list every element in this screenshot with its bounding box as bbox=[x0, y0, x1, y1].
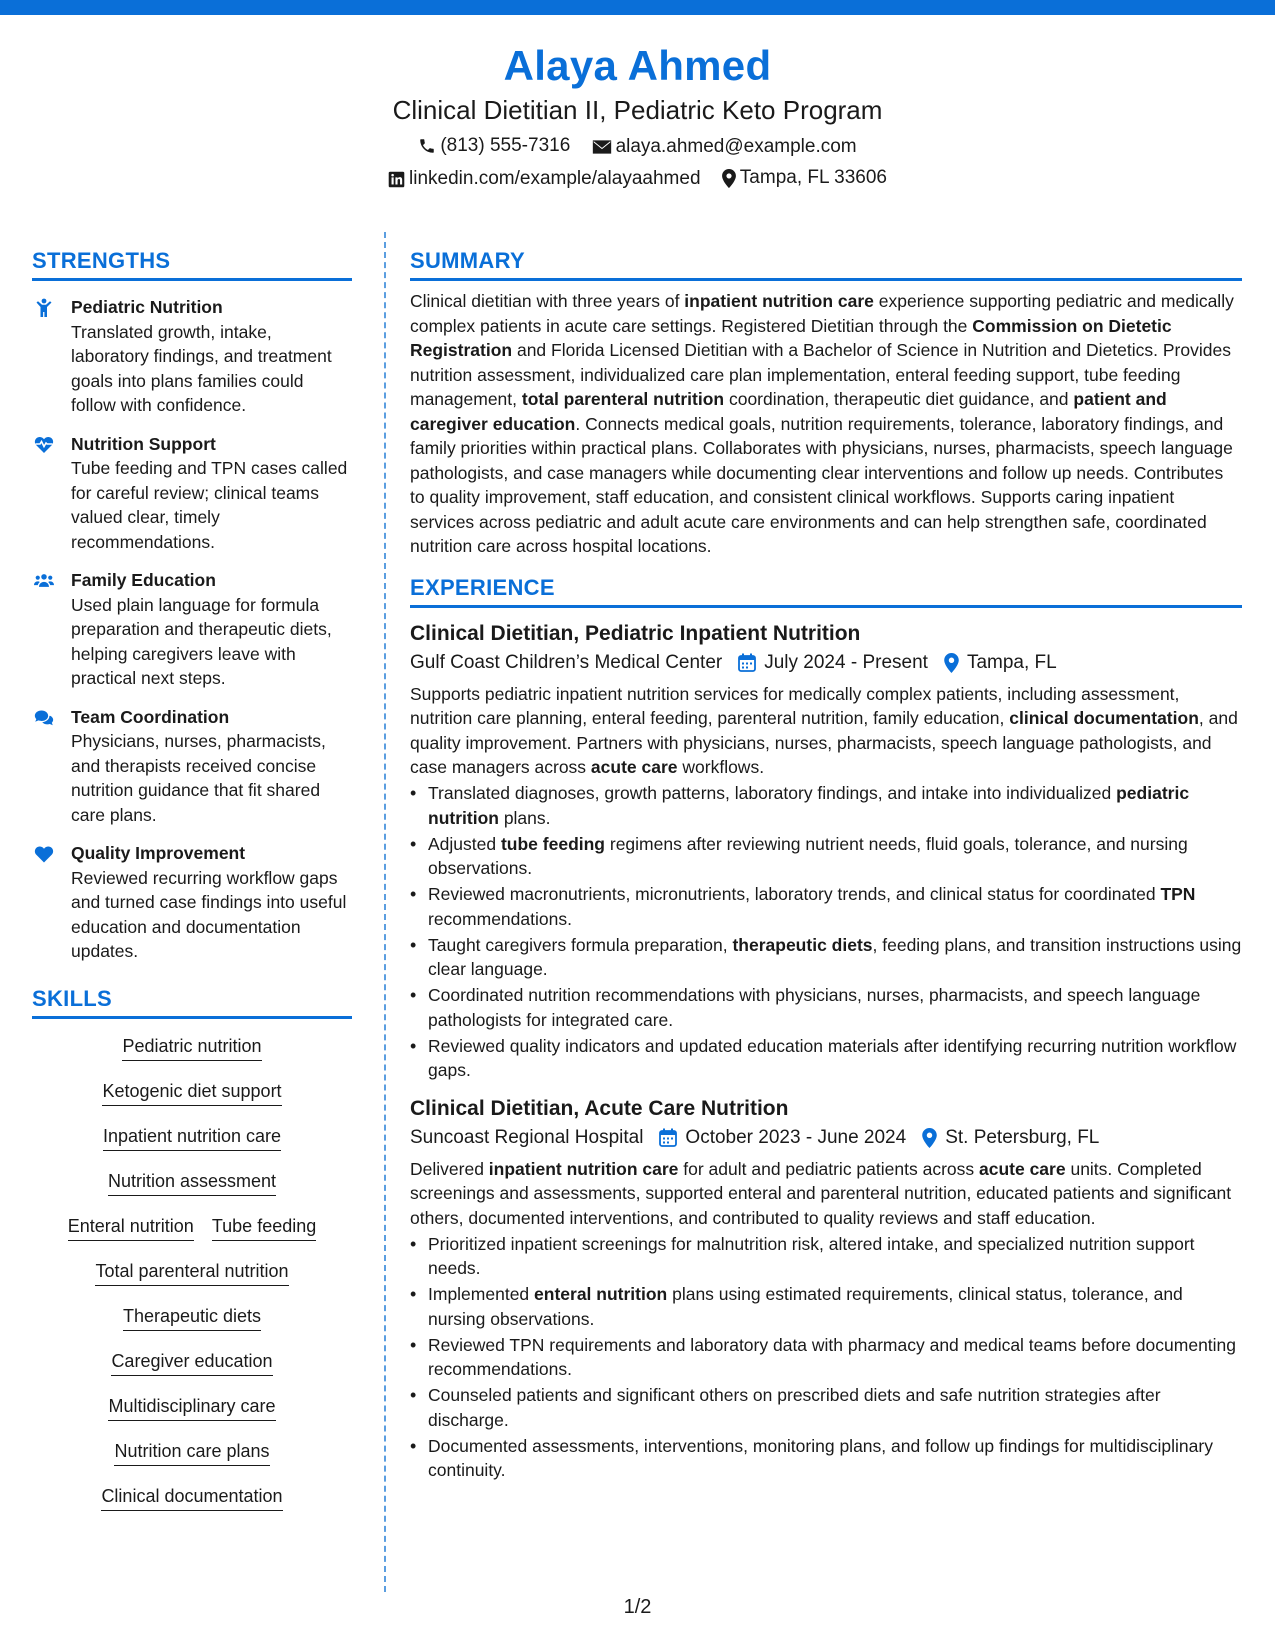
text-run: Coordinated nutrition recommendations with physicians, nurses, pharmacists, and speech language pathologists for integrated care. bbox=[428, 985, 1201, 1030]
location-contact bbox=[722, 167, 887, 189]
text-run: Documented assessments, interventions, monitoring plans, and follow up findings for multidisciplinary continuity. bbox=[428, 1435, 1213, 1480]
bullet-item bbox=[410, 983, 1242, 1032]
skill-tag: Inpatient nutrition care bbox=[103, 1126, 281, 1151]
linkedin-icon bbox=[388, 171, 405, 188]
map-pin-icon bbox=[922, 1128, 937, 1148]
summary-text bbox=[410, 289, 1242, 559]
bullet-item bbox=[410, 1282, 1242, 1331]
summary-heading: SUMMARY bbox=[410, 248, 1242, 281]
text-run: Reviewed TPN requirements and laboratory data with pharmacy and medical teams before documenting recommendations. bbox=[428, 1334, 1237, 1379]
skill-tag: Enteral nutrition bbox=[68, 1216, 194, 1241]
top-accent-bar bbox=[0, 0, 1275, 15]
calendar-icon bbox=[738, 653, 756, 672]
skill-tag: Multidisciplinary care bbox=[108, 1396, 275, 1421]
job-dates-group bbox=[738, 652, 928, 674]
location-text: Tampa, FL 33606 bbox=[739, 167, 887, 188]
emphasis-text: tube feeding bbox=[500, 833, 605, 854]
emphasis-text: acute care bbox=[590, 757, 678, 777]
strength-title: Quality Improvement bbox=[71, 843, 246, 863]
job-entry bbox=[410, 622, 1242, 1083]
text-run: Adjusted bbox=[428, 833, 501, 854]
text-run: and Florida Licensed Dietitian with a Bachelor of Science in Nutrition and Dietetics. Provides nutrition assessment, individualized care plan implementation, enteral feeding support, tube feeding management, bbox=[410, 340, 1231, 409]
skill-row bbox=[32, 1033, 352, 1078]
email-text: alaya.ahmed@example.com bbox=[615, 136, 857, 157]
job-meta bbox=[410, 1127, 1242, 1149]
skill-tag: Nutrition care plans bbox=[114, 1441, 269, 1466]
job-dates-group bbox=[659, 1127, 906, 1149]
job-bullets bbox=[410, 1232, 1242, 1483]
text-run: Supports pediatric inpatient nutrition services for medically complex patients, including assessment, nutrition care planning, enteral feeding, parenteral nutrition, family education, bbox=[410, 683, 1180, 728]
heart-icon bbox=[34, 844, 54, 864]
bullet-item bbox=[410, 1034, 1242, 1083]
bullet-item bbox=[410, 1383, 1242, 1432]
text-run: , and quality improvement. Partners with physicians, nurses, pharmacists, speech language pathologists, and case managers across bbox=[410, 708, 1238, 777]
text-run: Translated diagnoses, growth patterns, laboratory findings, and intake into individualized bbox=[428, 783, 1117, 803]
skill-tag: Ketogenic diet support bbox=[102, 1081, 281, 1106]
experience-heading: EXPERIENCE bbox=[410, 575, 1242, 608]
strength-title: Team Coordination bbox=[71, 706, 230, 727]
comments-icon bbox=[34, 708, 54, 728]
job-title: Clinical Dietitian, Pediatric Inpatient Nutrition bbox=[410, 621, 861, 645]
emphasis-text: TPN bbox=[1160, 884, 1196, 904]
envelope-icon bbox=[592, 139, 612, 155]
strength-item bbox=[32, 432, 352, 555]
strength-title: Pediatric Nutrition bbox=[71, 297, 223, 317]
job-location-group bbox=[922, 1127, 1099, 1149]
page-number: 1/2 bbox=[623, 1596, 652, 1618]
heart-pulse-icon bbox=[34, 435, 54, 455]
column-divider bbox=[384, 232, 386, 1592]
text-run: regimens after reviewing nutrient needs, fluid goals, tolerance, and nursing observations. bbox=[428, 833, 1188, 878]
job-description bbox=[410, 1157, 1242, 1231]
bullet-item bbox=[410, 832, 1242, 881]
job-entry bbox=[410, 1097, 1242, 1483]
job-description bbox=[410, 682, 1242, 780]
job-location: Tampa, FL bbox=[966, 651, 1057, 673]
emphasis-text: pediatric nutrition bbox=[428, 783, 1190, 828]
skill-tag: Therapeutic diets bbox=[123, 1306, 261, 1331]
map-pin-icon bbox=[722, 169, 736, 188]
emphasis-text: enteral nutrition bbox=[534, 1284, 668, 1304]
strength-desc: Used plain language for formula preparation and therapeutic diets, helping caregivers leave with practical next steps. bbox=[71, 594, 332, 688]
emphasis-text: total parenteral nutrition bbox=[521, 389, 725, 409]
users-icon bbox=[34, 571, 54, 591]
text-run: recommendations. bbox=[428, 908, 572, 929]
left-column bbox=[32, 248, 352, 1528]
skill-row bbox=[32, 1438, 352, 1483]
contact-row-1 bbox=[0, 135, 1275, 161]
text-run: . Connects medical goals, nutrition requirements, tolerance, laboratory findings, and family priorities within practical plans. Collaborates with physicians, nurses, pharmacists, speech language pathologists, and case managers while documenting clear interventions and follow up needs. Contributes to quality improvement, staff education, and consistent clinical workflows. Supports caring inpatient services across pediatric and adult acute care environments and can help strengthen safe, coordinated nutrition care across hospital locations. bbox=[410, 413, 1233, 556]
bullet-item bbox=[410, 882, 1242, 931]
right-column bbox=[410, 248, 1242, 1483]
bullet-item bbox=[410, 933, 1242, 982]
text-run: experience supporting pediatric and medically complex patients in acute care settings. Registered Dietitian through the bbox=[410, 291, 1234, 336]
emphasis-text: patient and caregiver education bbox=[410, 389, 1167, 434]
text-run: plans. bbox=[498, 807, 551, 828]
skill-tag: Caregiver education bbox=[111, 1351, 272, 1376]
skill-row bbox=[32, 1168, 352, 1213]
strength-item bbox=[32, 705, 352, 828]
candidate-title: Clinical Dietitian II, Pediatric Keto Program bbox=[392, 95, 883, 125]
skills-list bbox=[32, 1033, 352, 1528]
linkedin-text: linkedin.com/example/alayaahmed bbox=[409, 168, 701, 189]
text-run: for adult and pediatric patients across bbox=[678, 1158, 979, 1179]
skill-tag: Total parenteral nutrition bbox=[95, 1261, 288, 1286]
job-location-group bbox=[944, 652, 1057, 674]
skill-row bbox=[32, 1348, 352, 1393]
emphasis-text: clinical documentation bbox=[1009, 708, 1199, 728]
skills-heading: SKILLS bbox=[32, 986, 352, 1019]
text-run: Reviewed quality indicators and updated education materials after identifying recurring nutrition workflow gaps. bbox=[428, 1035, 1237, 1080]
job-title: Clinical Dietitian, Acute Care Nutrition bbox=[410, 1096, 789, 1120]
emphasis-text: therapeutic diets bbox=[732, 934, 873, 955]
skill-row bbox=[32, 1078, 352, 1123]
strength-item bbox=[32, 568, 352, 691]
skill-row bbox=[32, 1483, 352, 1528]
strength-desc: Tube feeding and TPN cases called for careful review; clinical teams valued clear, timely recommendations. bbox=[71, 458, 348, 552]
phone-contact[interactable] bbox=[418, 135, 570, 157]
candidate-name: Alaya Ahmed bbox=[503, 42, 772, 89]
email-contact[interactable] bbox=[592, 136, 857, 158]
text-run: Delivered bbox=[410, 1158, 489, 1179]
strength-desc: Translated growth, intake, laboratory findings, and treatment goals into plans families could follow with confidence. bbox=[71, 321, 332, 415]
job-org: Suncoast Regional Hospital bbox=[410, 1126, 644, 1148]
strength-title: Nutrition Support bbox=[71, 433, 216, 454]
strengths-heading: STRENGTHS bbox=[32, 248, 352, 281]
phone-icon bbox=[418, 137, 436, 155]
calendar-icon bbox=[659, 1128, 677, 1147]
text-run: Prioritized inpatient screenings for malnutrition risk, altered intake, and specialized nutrition support needs. bbox=[428, 1233, 1195, 1278]
emphasis-text: inpatient nutrition care bbox=[488, 1158, 679, 1179]
text-run: Implemented bbox=[428, 1284, 535, 1304]
skill-row bbox=[32, 1393, 352, 1438]
text-run: Counseled patients and significant others on prescribed diets and safe nutrition strategies after discharge. bbox=[428, 1385, 1161, 1430]
contact-row-2 bbox=[0, 167, 1275, 194]
strength-item bbox=[32, 841, 352, 964]
emphasis-text: acute care bbox=[979, 1158, 1066, 1179]
text-run: plans using estimated requirements, clinical status, tolerance, and nursing observations. bbox=[428, 1284, 1183, 1329]
job-dates: October 2023 - June 2024 bbox=[685, 1126, 907, 1148]
text-run: units. Completed screenings and assessments, supported enteral and parenteral nutrition, educated patients and significant others, documented interventions, and contributed to quality reviews and staff education. bbox=[410, 1158, 1232, 1228]
skill-tag: Nutrition assessment bbox=[108, 1171, 276, 1196]
strength-title: Family Education bbox=[71, 570, 216, 590]
strength-item bbox=[32, 295, 352, 418]
skill-tag: Pediatric nutrition bbox=[122, 1036, 261, 1061]
linkedin-contact[interactable] bbox=[388, 168, 701, 190]
text-run: Reviewed macronutrients, micronutrients, laboratory trends, and clinical status for coordinated bbox=[428, 884, 1161, 904]
skill-tag: Tube feeding bbox=[212, 1216, 316, 1241]
bullet-item bbox=[410, 781, 1242, 830]
phone-text: (813) 555-7316 bbox=[440, 135, 571, 156]
skill-row bbox=[32, 1213, 352, 1258]
strength-desc: Physicians, nurses, pharmacists, and therapists received concise nutrition guidance that fit shared care plans. bbox=[71, 731, 326, 825]
text-run: Taught caregivers formula preparation, bbox=[428, 934, 733, 955]
text-run: , feeding plans, and transition instructions using clear language. bbox=[428, 934, 1242, 979]
emphasis-text: inpatient nutrition care bbox=[684, 291, 874, 311]
emphasis-text: Commission on Dietetic Registration bbox=[410, 315, 1172, 360]
strength-desc: Reviewed recurring workflow gaps and turned case findings into useful education and documentation updates. bbox=[71, 867, 347, 961]
job-dates: July 2024 - Present bbox=[764, 651, 928, 673]
text-run: coordination, therapeutic diet guidance, and bbox=[724, 389, 1074, 409]
bullet-item bbox=[410, 1333, 1242, 1382]
job-org: Gulf Coast Children’s Medical Center bbox=[410, 651, 723, 673]
bullet-item bbox=[410, 1434, 1242, 1483]
skill-row bbox=[32, 1258, 352, 1303]
skill-row bbox=[32, 1123, 352, 1168]
job-location: St. Petersburg, FL bbox=[945, 1126, 1100, 1148]
text-run: workflows. bbox=[677, 757, 765, 777]
bullet-item bbox=[410, 1232, 1242, 1281]
map-pin-icon bbox=[944, 653, 959, 673]
job-bullets bbox=[410, 781, 1242, 1083]
skill-tag: Clinical documentation bbox=[101, 1486, 282, 1511]
job-meta bbox=[410, 652, 1242, 674]
skill-row bbox=[32, 1303, 352, 1348]
child-icon bbox=[34, 298, 54, 318]
text-run: Clinical dietitian with three years of bbox=[410, 291, 685, 311]
